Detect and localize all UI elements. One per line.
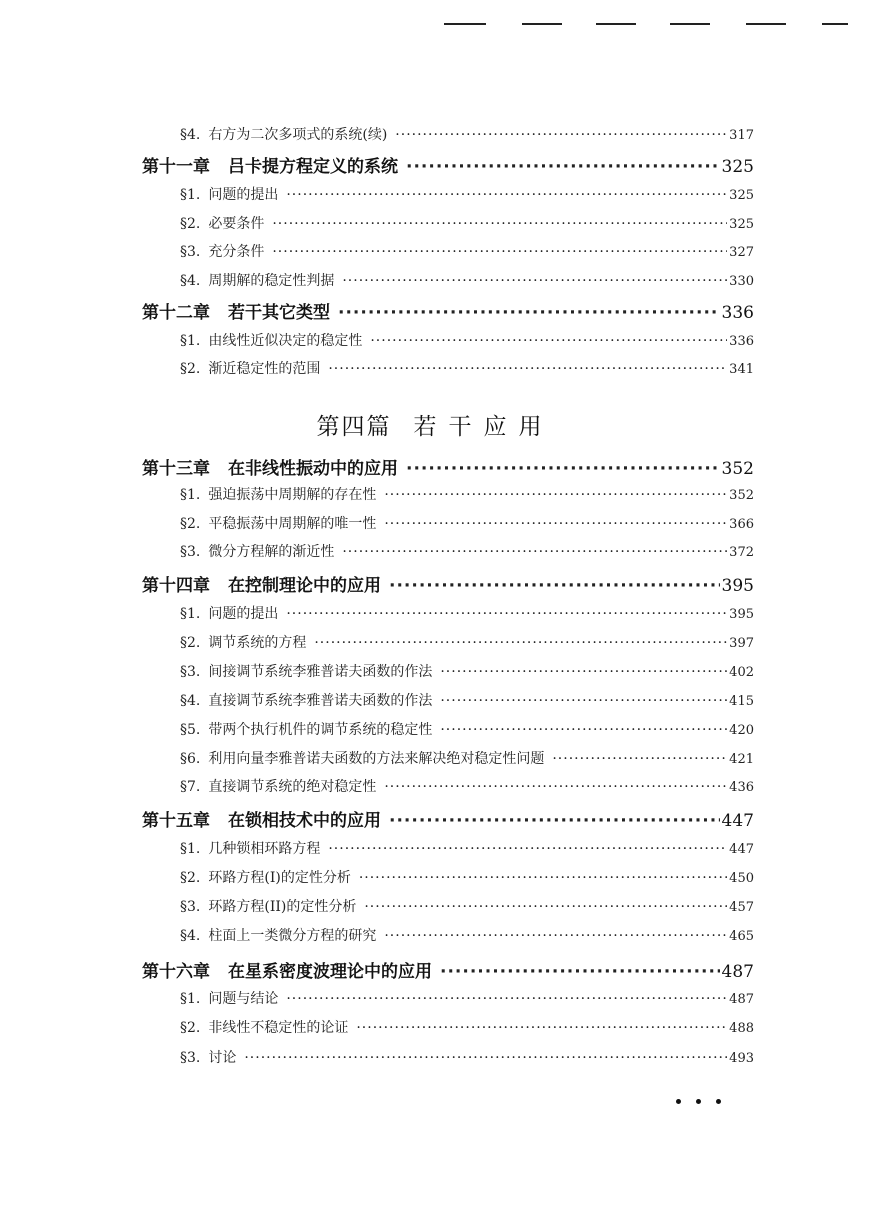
section-number: §1. [180,991,201,1007]
entry-label [142,152,398,177]
section-number: §3. [180,899,201,915]
entry-label [180,988,278,1008]
page-number: 395 [721,576,754,596]
section-title: 微分方程解的渐近性 [208,544,335,560]
page-number: 352 [721,459,754,479]
section-title: 讨论 [208,1050,237,1066]
dot-leader [440,962,720,982]
dot-leader [384,928,727,944]
entry-label [180,719,432,739]
part-number: 第四篇 [316,414,392,440]
dot-leader [384,487,727,503]
section-number: §3. [180,544,201,560]
chapter-number: 第十四章 [142,576,210,596]
section-title: 柱面上一类微分方程的研究 [208,928,377,944]
dot-leader [440,664,727,680]
toc-section-entry[interactable] [180,776,754,796]
page-number: 450 [729,871,754,886]
dot-leader [440,693,727,709]
chapter-title: 吕卡提方程定义的系统 [228,157,398,177]
chapter-title: 在控制理论中的应用 [228,576,381,596]
toc-section-entry[interactable] [180,867,754,887]
toc-section-entry[interactable] [180,484,754,504]
section-number: §1. [180,333,201,349]
chapter-number: 第十五章 [142,811,210,831]
dot-leader [440,722,727,738]
page-number: 330 [729,274,754,289]
entry-label [180,358,320,378]
page-number: 447 [721,811,754,831]
entry-label [180,661,432,681]
page-number: 366 [729,517,754,532]
entry-label [180,603,278,623]
entry-label [180,1047,236,1067]
page-number: 457 [729,900,754,915]
chapter-number: 第十三章 [142,459,210,479]
dot-leader [272,244,727,260]
section-title: 带两个执行机件的调节系统的稳定性 [208,722,433,738]
dot-leader [370,333,727,349]
section-number: §3. [180,1050,201,1066]
section-number: §1. [180,841,201,857]
page-number: 436 [729,780,754,795]
entry-label [180,896,356,916]
dot-leader [356,1020,727,1036]
toc-chapter-entry[interactable] [142,571,754,596]
entry-label [180,330,362,350]
toc-section-entry[interactable] [180,603,754,623]
chapter-number: 第十六章 [142,962,210,982]
section-number: §2. [180,870,201,886]
section-number: §2. [180,635,201,651]
entry-label [180,925,376,945]
dot-leader [384,779,727,795]
entry-label [142,806,381,831]
part-title [0,408,870,441]
section-number: §2. [180,516,201,532]
page-dot [716,1099,721,1104]
header-dash [746,23,786,25]
section-title: 几种锁相环路方程 [208,841,321,857]
chapter-title: 在非线性振动中的应用 [228,459,398,479]
entry-label [180,241,264,261]
dot-leader [406,459,720,479]
chapter-number: 第十二章 [142,303,210,323]
toc-section-entry[interactable] [180,1047,754,1067]
page-number: 327 [729,245,754,260]
section-number: §7. [180,779,201,795]
dot-leader [328,841,727,857]
section-number: §6. [180,751,201,767]
page-dot [676,1099,681,1104]
page-number: 325 [721,157,754,177]
header-rule-dashes [444,14,870,34]
toc-section-entry[interactable] [180,213,754,233]
section-number: §1. [180,487,201,503]
section-title: 右方为二次多项式的系统(续) [208,127,388,143]
section-number: §4. [180,693,201,709]
section-title: 强迫振荡中周期解的存在性 [208,487,377,503]
section-title: 环路方程(I)的定性分析 [208,870,351,886]
page-number: 402 [729,665,754,680]
toc-section-entry[interactable] [180,661,754,681]
dot-leader [314,635,727,651]
page-number: 487 [729,992,754,1007]
toc-chapter-entry[interactable] [142,806,754,831]
entry-label [180,632,306,652]
section-number: §1. [180,187,201,203]
section-title: 问题的提出 [208,187,279,203]
dot-leader [364,899,727,915]
chapter-title: 若干其它类型 [228,303,330,323]
entry-label [180,124,387,144]
section-number: §4. [180,273,201,289]
dot-leader [389,811,720,831]
dot-leader [272,216,727,232]
entry-label [180,867,351,887]
section-title: 非线性不稳定性的论证 [208,1020,349,1036]
section-title: 问题与结论 [208,991,279,1007]
toc-section-entry[interactable] [180,330,754,350]
page-number: 325 [729,217,754,232]
header-dash [822,23,848,25]
toc-chapter-entry[interactable] [142,454,754,479]
section-title: 利用向量李雅普诺夫函数的方法来解决绝对稳定性问题 [208,751,545,767]
page-number: 420 [729,723,754,738]
section-title: 周期解的稳定性判据 [208,273,335,289]
page-number: 487 [721,962,754,982]
page-number-mark [672,1096,732,1108]
entry-label [142,957,432,982]
section-number: §3. [180,664,201,680]
toc-section-entry[interactable] [180,748,754,768]
header-dash [522,23,562,25]
section-number: §2. [180,216,201,232]
section-title: 直接调节系统李雅普诺夫函数的作法 [208,693,433,709]
page-number: 465 [729,929,754,944]
dot-leader [359,870,727,886]
entry-label [180,541,334,561]
chapter-title: 在星系密度波理论中的应用 [228,962,432,982]
entry-label [180,270,334,290]
dot-leader [342,544,727,560]
page-number: 372 [729,545,754,560]
entry-label [180,184,278,204]
dot-leader [286,991,727,1007]
section-title: 充分条件 [208,244,265,260]
dot-leader [338,303,720,323]
entry-label [180,838,320,858]
section-number: §2. [180,361,201,377]
page-number: 447 [729,842,754,857]
part-name: 若干应用 [413,414,554,440]
entry-label [180,484,376,504]
section-title: 平稳振荡中周期解的唯一性 [208,516,377,532]
toc-chapter-entry[interactable] [142,957,754,982]
toc-section-entry[interactable] [180,241,754,261]
toc-section-entry[interactable] [180,925,754,945]
page-number: 493 [729,1051,754,1066]
dot-leader [342,273,727,289]
section-number: §5. [180,722,201,738]
header-dash [596,23,636,25]
toc-section-entry[interactable] [180,1017,754,1037]
entry-label [180,690,432,710]
section-title: 调节系统的方程 [208,635,307,651]
dot-leader [389,576,720,596]
entry-label [142,298,330,323]
dot-leader [286,606,727,622]
page-dot [696,1099,701,1104]
page-number: 415 [729,694,754,709]
dot-leader [286,187,727,203]
dot-leader [406,157,720,177]
toc-section-entry[interactable] [180,124,754,144]
toc-section-entry[interactable] [180,896,754,916]
toc-section-entry[interactable] [180,838,754,858]
page-number: 395 [729,607,754,622]
page-number: 397 [729,636,754,651]
page-number: 421 [729,752,754,767]
toc-section-entry[interactable] [180,184,754,204]
section-number: §1. [180,606,201,622]
toc-section-entry[interactable] [180,270,754,290]
toc-section-entry[interactable] [180,632,754,652]
toc-section-entry[interactable] [180,358,754,378]
page-number: 352 [729,488,754,503]
toc-section-entry[interactable] [180,690,754,710]
page-number: 317 [729,128,754,143]
dot-leader [395,127,727,143]
section-title: 间接调节系统李雅普诺夫函数的作法 [208,664,433,680]
chapter-number: 第十一章 [142,157,210,177]
section-number: §3. [180,244,201,260]
toc-chapter-entry[interactable] [142,152,754,177]
entry-label [180,776,376,796]
section-title: 必要条件 [208,216,265,232]
section-title: 问题的提出 [208,606,279,622]
dot-leader [328,361,727,377]
section-title: 环路方程(II)的定性分析 [208,899,357,915]
toc-section-entry[interactable] [180,719,754,739]
section-title: 由线性近似决定的稳定性 [208,333,363,349]
entry-label [180,513,376,533]
header-dash [670,23,710,25]
section-title: 渐近稳定性的范围 [208,361,321,377]
section-number: §4. [180,928,201,944]
dot-leader [244,1050,727,1066]
toc-chapter-entry[interactable] [142,298,754,323]
header-dash [444,23,486,25]
entry-label [180,213,264,233]
section-number: §2. [180,1020,201,1036]
page-number: 341 [729,362,754,377]
entry-label [142,571,381,596]
chapter-title: 在锁相技术中的应用 [228,811,381,831]
toc-section-entry[interactable] [180,513,754,533]
section-number: §4. [180,127,201,143]
entry-label [180,748,544,768]
entry-label [142,454,398,479]
page-number: 336 [721,303,754,323]
dot-leader [552,751,727,767]
dot-leader [384,516,727,532]
section-title: 直接调节系统的绝对稳定性 [208,779,377,795]
page-number: 325 [729,188,754,203]
toc-section-entry[interactable] [180,541,754,561]
toc-section-entry[interactable] [180,988,754,1008]
entry-label [180,1017,348,1037]
page-number: 488 [729,1021,754,1036]
page-number: 336 [729,334,754,349]
